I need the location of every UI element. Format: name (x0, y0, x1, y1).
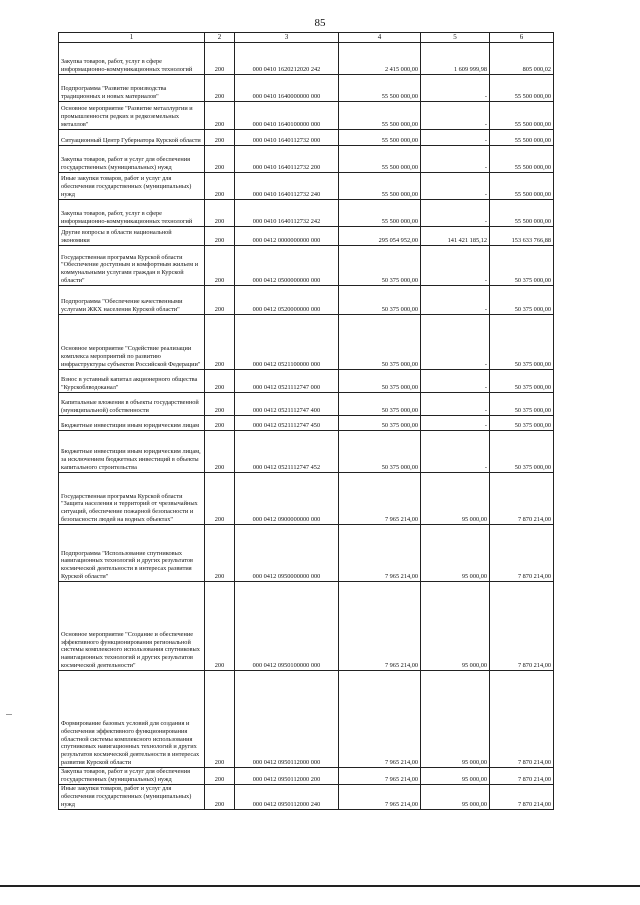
row-classification-cell: 000 0412 0521112747 450 (235, 416, 339, 431)
row-classification-cell: 000 0410 1640112732 240 (235, 173, 339, 200)
row-approved-cell: 7 965 214,00 (339, 525, 421, 582)
row-approved-cell: 2 415 000,00 (339, 43, 421, 75)
row-approved-cell: 7 965 214,00 (339, 671, 421, 768)
margin-mark (6, 714, 12, 715)
page-number: 85 (314, 17, 326, 29)
column-header: 4 (339, 33, 421, 43)
row-name-cell: Иные закупки товаров, работ и услуг для обеспечения государственных (муниципальных) нужд (59, 173, 205, 200)
table-row (59, 473, 554, 525)
column-header: 2 (205, 33, 235, 43)
row-name-cell: Подпрограмма "Использование спутниковых навигационных технологий и других результатов космической деятельности в интересах развития Курской области" (59, 525, 205, 582)
row-code-cell: 200 (205, 286, 235, 315)
row-name-cell: Иные закупки товаров, работ и услуг для обеспечения государственных (муниципальных) нужд (59, 785, 205, 810)
table-row (59, 146, 554, 173)
row-approved-cell: 55 500 000,00 (339, 173, 421, 200)
row-classification-cell: 000 0410 1620212020 242 (235, 43, 339, 75)
row-unexecuted-cell: 50 375 000,00 (490, 393, 554, 416)
row-approved-cell: 50 375 000,00 (339, 315, 421, 370)
row-approved-cell: 7 965 214,00 (339, 473, 421, 525)
table-row (59, 246, 554, 286)
row-unexecuted-cell: 55 500 000,00 (490, 75, 554, 102)
row-executed-cell: - (421, 315, 490, 370)
row-approved-cell: 295 054 952,00 (339, 227, 421, 246)
table-row (59, 525, 554, 582)
table-row (59, 200, 554, 227)
table-row (59, 416, 554, 431)
table-row (59, 370, 554, 393)
row-approved-cell: 7 965 214,00 (339, 768, 421, 785)
row-code-cell: 200 (205, 431, 235, 473)
row-name-cell: Закупка товаров, работ и услуг для обеспечения государственных (муниципальных) нужд (59, 768, 205, 785)
table-row (59, 671, 554, 768)
table-row (59, 286, 554, 315)
row-name-cell: Подпрограмма "Развитие производства традиционных и новых материалов" (59, 75, 205, 102)
column-header: 5 (421, 33, 490, 43)
row-name-cell: Бюджетные инвестиции иным юридическим лицам, за исключением бюджетных инвестиций в объекты капитального строительства (59, 431, 205, 473)
row-classification-cell: 000 0412 0500000000 000 (235, 246, 339, 286)
row-name-cell: Основное мероприятие "Содействие реализации комплекса мероприятий по развитию инфраструктуры субъектов Российской Федерации" (59, 315, 205, 370)
row-approved-cell: 50 375 000,00 (339, 246, 421, 286)
row-executed-cell: 141 421 185,12 (421, 227, 490, 246)
row-executed-cell: 1 609 999,98 (421, 43, 490, 75)
row-executed-cell: 95 000,00 (421, 785, 490, 810)
row-classification-cell: 000 0412 0950112000 240 (235, 785, 339, 810)
row-classification-cell: 000 0412 0950100000 000 (235, 582, 339, 671)
row-code-cell: 200 (205, 525, 235, 582)
row-code-cell: 200 (205, 671, 235, 768)
table-row (59, 43, 554, 75)
row-unexecuted-cell: 55 500 000,00 (490, 102, 554, 130)
row-classification-cell: 000 0412 0520000000 000 (235, 286, 339, 315)
row-classification-cell: 000 0412 0000000000 000 (235, 227, 339, 246)
row-unexecuted-cell: 50 375 000,00 (490, 246, 554, 286)
table-row (59, 75, 554, 102)
row-classification-cell: 000 0412 0950000000 000 (235, 525, 339, 582)
row-executed-cell: - (421, 146, 490, 173)
row-approved-cell: 50 375 000,00 (339, 393, 421, 416)
budget-table (58, 32, 554, 810)
row-executed-cell: - (421, 246, 490, 286)
table-row (59, 227, 554, 246)
row-code-cell: 200 (205, 43, 235, 75)
row-unexecuted-cell: 55 500 000,00 (490, 173, 554, 200)
row-name-cell: Государственная программа Курской области "Защита населения и территорий от чрезвычайных ситуаций, обеспечение пожарной безопасности и безопасности людей на водных объектах" (59, 473, 205, 525)
row-unexecuted-cell: 7 870 214,00 (490, 525, 554, 582)
row-approved-cell: 55 500 000,00 (339, 75, 421, 102)
row-classification-cell: 000 0412 0521112747 000 (235, 370, 339, 393)
row-classification-cell: 000 0410 1640100000 000 (235, 102, 339, 130)
row-executed-cell: - (421, 130, 490, 146)
row-code-cell: 200 (205, 102, 235, 130)
row-executed-cell: 95 000,00 (421, 582, 490, 671)
row-executed-cell: - (421, 431, 490, 473)
row-name-cell: Взнос в уставный капитал акционерного общества "Курскоблводоканал" (59, 370, 205, 393)
row-classification-cell: 000 0410 1640112732 000 (235, 130, 339, 146)
row-name-cell: Основное мероприятие "Создание и обеспечение эффективного функционирования региональной системы комплексного использования спутниковых навигационных технологий и других результатов космической деятельности" (59, 582, 205, 671)
table-row (59, 173, 554, 200)
row-code-cell: 200 (205, 416, 235, 431)
row-name-cell: Ситуационный Центр Губернатора Курской области (59, 130, 205, 146)
row-classification-cell: 000 0410 1640000000 000 (235, 75, 339, 102)
row-classification-cell: 000 0410 1640112732 242 (235, 200, 339, 227)
row-executed-cell: - (421, 75, 490, 102)
table-body (59, 43, 554, 810)
row-classification-cell: 000 0412 0521112747 452 (235, 431, 339, 473)
row-executed-cell: - (421, 102, 490, 130)
row-code-cell: 200 (205, 768, 235, 785)
column-header: 3 (235, 33, 339, 43)
row-classification-cell: 000 0412 0900000000 000 (235, 473, 339, 525)
row-unexecuted-cell: 55 500 000,00 (490, 200, 554, 227)
row-unexecuted-cell: 50 375 000,00 (490, 370, 554, 393)
column-header: 1 (59, 33, 205, 43)
row-executed-cell: 95 000,00 (421, 768, 490, 785)
row-executed-cell: - (421, 286, 490, 315)
footer-rule (0, 885, 640, 887)
row-executed-cell: - (421, 173, 490, 200)
row-classification-cell: 000 0412 0521100000 000 (235, 315, 339, 370)
row-code-cell: 200 (205, 370, 235, 393)
row-code-cell: 200 (205, 146, 235, 173)
row-name-cell: Подпрограмма "Обеспечение качественными услугами ЖКХ населения Курской области" (59, 286, 205, 315)
header-row (59, 33, 554, 43)
table-row (59, 768, 554, 785)
row-approved-cell: 55 500 000,00 (339, 102, 421, 130)
row-code-cell: 200 (205, 75, 235, 102)
row-approved-cell: 7 965 214,00 (339, 582, 421, 671)
row-code-cell: 200 (205, 130, 235, 146)
row-code-cell: 200 (205, 227, 235, 246)
row-approved-cell: 55 500 000,00 (339, 130, 421, 146)
row-approved-cell: 55 500 000,00 (339, 146, 421, 173)
row-approved-cell: 50 375 000,00 (339, 431, 421, 473)
table-row (59, 785, 554, 810)
row-code-cell: 200 (205, 473, 235, 525)
row-code-cell: 200 (205, 393, 235, 416)
row-unexecuted-cell: 7 870 214,00 (490, 473, 554, 525)
table-row (59, 582, 554, 671)
column-header: 6 (490, 33, 554, 43)
row-approved-cell: 7 965 214,00 (339, 785, 421, 810)
row-unexecuted-cell: 55 500 000,00 (490, 130, 554, 146)
row-name-cell: Государственная программа Курской области "Обеспечение доступным и комфортным жильем и коммунальными услугами граждан в Курской области" (59, 246, 205, 286)
row-code-cell: 200 (205, 582, 235, 671)
row-unexecuted-cell: 50 375 000,00 (490, 416, 554, 431)
row-code-cell: 200 (205, 200, 235, 227)
row-name-cell: Формирование базовых условий для создания и обеспечения эффективного функционирования областной системы комплексного использования спутниковых навигационных технологий и других результатов космической деятельности в интересах развития Курской области (59, 671, 205, 768)
row-classification-cell: 000 0412 0950112000 200 (235, 768, 339, 785)
row-classification-cell: 000 0410 1640112732 200 (235, 146, 339, 173)
row-unexecuted-cell: 50 375 000,00 (490, 431, 554, 473)
row-approved-cell: 50 375 000,00 (339, 416, 421, 431)
row-unexecuted-cell: 55 500 000,00 (490, 146, 554, 173)
table-row (59, 102, 554, 130)
row-name-cell: Закупка товаров, работ и услуг для обеспечения государственных (муниципальных) нужд (59, 146, 205, 173)
row-approved-cell: 50 375 000,00 (339, 370, 421, 393)
row-executed-cell: 95 000,00 (421, 525, 490, 582)
row-classification-cell: 000 0412 0521112747 400 (235, 393, 339, 416)
row-unexecuted-cell: 50 375 000,00 (490, 286, 554, 315)
row-executed-cell: - (421, 416, 490, 431)
row-executed-cell: 95 000,00 (421, 671, 490, 768)
row-unexecuted-cell: 50 375 000,00 (490, 315, 554, 370)
table-row (59, 130, 554, 146)
table-row (59, 315, 554, 370)
table-row (59, 431, 554, 473)
row-executed-cell: - (421, 393, 490, 416)
row-code-cell: 200 (205, 785, 235, 810)
row-name-cell: Бюджетные инвестиции иным юридическим лицам (59, 416, 205, 431)
row-executed-cell: - (421, 370, 490, 393)
row-unexecuted-cell: 7 870 214,00 (490, 768, 554, 785)
row-classification-cell: 000 0412 0950112000 000 (235, 671, 339, 768)
row-name-cell: Капитальные вложения в объекты государственной (муниципальной) собственности (59, 393, 205, 416)
row-approved-cell: 50 375 000,00 (339, 286, 421, 315)
row-unexecuted-cell: 805 000,02 (490, 43, 554, 75)
row-unexecuted-cell: 7 870 214,00 (490, 582, 554, 671)
row-approved-cell: 55 500 000,00 (339, 200, 421, 227)
row-code-cell: 200 (205, 315, 235, 370)
row-code-cell: 200 (205, 246, 235, 286)
row-executed-cell: 95 000,00 (421, 473, 490, 525)
row-unexecuted-cell: 7 870 214,00 (490, 785, 554, 810)
row-name-cell: Основное мероприятие "Развитие металлургии и промышленности редких и редкоземельных металлов" (59, 102, 205, 130)
row-name-cell: Закупка товаров, работ, услуг в сфере информационно-коммуникационных технологий (59, 43, 205, 75)
row-name-cell: Закупка товаров, работ, услуг в сфере информационно-коммуникационных технологий (59, 200, 205, 227)
table-row (59, 393, 554, 416)
row-unexecuted-cell: 153 633 766,88 (490, 227, 554, 246)
row-name-cell: Другие вопросы в области национальной экономики (59, 227, 205, 246)
row-code-cell: 200 (205, 173, 235, 200)
row-executed-cell: - (421, 200, 490, 227)
row-unexecuted-cell: 7 870 214,00 (490, 671, 554, 768)
